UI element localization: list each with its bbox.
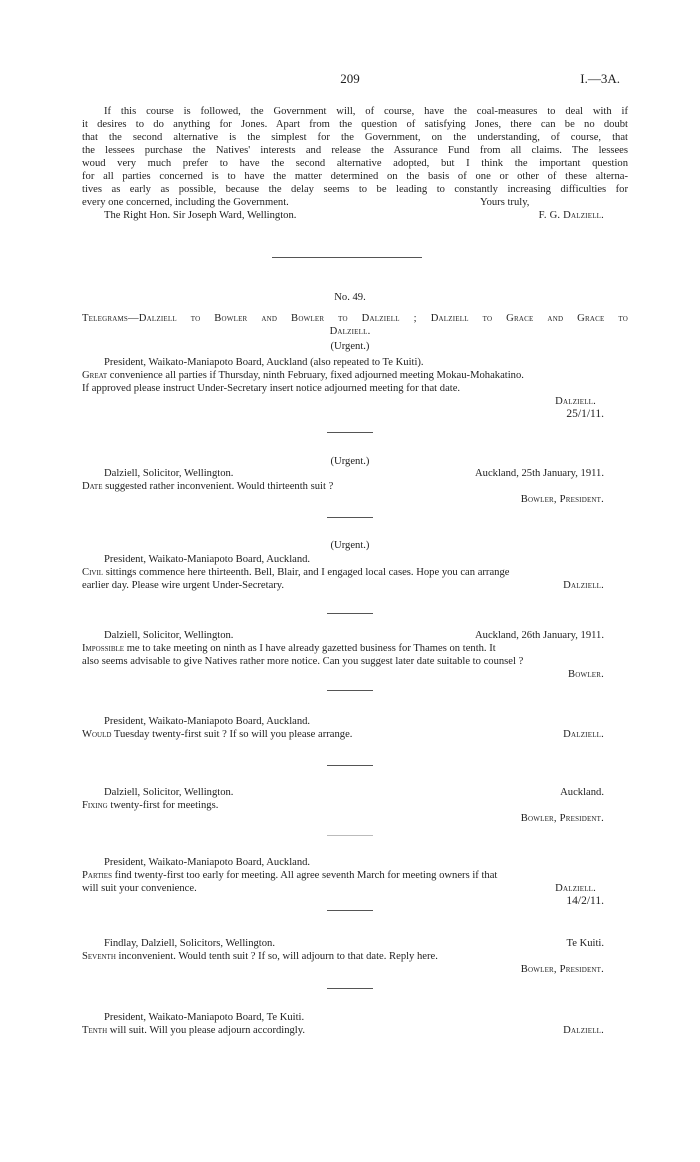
telegram-divider	[327, 432, 373, 433]
telegram-signature: Bowler, President.	[520, 494, 604, 505]
telegram-signature: Bowler, President.	[520, 813, 604, 824]
telegram-divider	[327, 765, 373, 766]
letter-signature: F. G. Dalziell.	[538, 210, 604, 221]
telegram-lead-word: Parties	[82, 870, 112, 881]
telegram-text	[82, 728, 352, 741]
letter-line: If this course is followed, the Government will, of course, have the coal-measures to deal with if	[104, 106, 628, 117]
telegram-text-line: earlier day. Please wire urgent Under-Secretary.	[82, 580, 285, 591]
urgent-label: (Urgent.)	[330, 341, 370, 352]
telegram-text-line: suggested rather inconvenient. Would thirteenth suit ?	[102, 481, 334, 492]
telegram-text	[82, 566, 628, 579]
telegram-place-date: Auckland, 26th January, 1911.	[475, 630, 604, 641]
letter-closing: Yours truly,	[480, 197, 530, 208]
letter-addressee: The Right Hon. Sir Joseph Ward, Wellington.	[104, 210, 297, 221]
telegram-lead-word: Tenth	[82, 1025, 108, 1036]
telegram-text	[82, 799, 218, 812]
telegram-text-line: inconvenient. Would tenth suit ? If so, will adjourn to that date. Reply here.	[115, 951, 438, 962]
telegram-text-line: convenience all parties if Thursday, ninth February, fixed adjourned meeting Mokau-Mohakatino.	[107, 370, 524, 381]
telegram-address: President, Waikato-Maniapoto Board, Auckland (also repeated to Te Kuiti).	[104, 357, 424, 368]
telegram-lead-word: Date	[82, 481, 103, 492]
telegram-lead-word: Impossible	[82, 643, 125, 654]
section-number: No. 49.	[334, 292, 366, 303]
telegram-text-line: sittings commence here thirteenth. Bell, Blair, and I engaged local cases. Hope you can arrange	[103, 567, 510, 578]
telegram-date: 25/1/11.	[566, 408, 604, 420]
telegram-address: Findlay, Dalziell, Solicitors, Wellington.	[104, 938, 275, 949]
urgent-label: (Urgent.)	[330, 540, 370, 551]
telegram-text	[82, 480, 333, 493]
telegram-signature: Dalziell.	[563, 580, 604, 591]
section-divider	[272, 257, 422, 258]
telegram-signature: Bowler, President.	[520, 964, 604, 975]
telegram-signature: Bowler.	[568, 669, 604, 680]
letter-line: woud very much prefer to have the second alternative adopted, but I think the important question	[82, 158, 628, 169]
letter-line: tives as early as possible, because the delay seems to be leading to constantly increasing difficulties for	[82, 184, 628, 195]
telegram-place-date: Auckland.	[560, 787, 604, 798]
letter-line: that the second alternative is the simplest for the Government, on the understanding, of course, that	[82, 132, 628, 143]
telegram-address: President, Waikato-Maniapoto Board, Auckland.	[104, 857, 311, 868]
series-number: I.—3A.	[580, 71, 620, 86]
section-title: Telegrams—Dalziell to Bowler and Bowler to Dalziell ; Dalziell to Grace and Grace to	[82, 313, 628, 324]
telegram-text-line: twenty-first for meetings.	[107, 800, 219, 811]
page-number: 209	[340, 71, 360, 86]
telegram-text	[82, 950, 438, 963]
telegram-text-line: also seems advisable to give Natives rather more notice. Can you suggest later date suitable to counsel ?	[82, 656, 524, 667]
telegram-text-line: will suit. Will you please adjourn accordingly.	[107, 1025, 306, 1036]
telegram-place-date: Auckland, 25th January, 1911.	[475, 468, 604, 479]
telegram-address: President, Waikato-Maniapoto Board, Auckland.	[104, 554, 311, 565]
telegram-text-line: If approved please instruct Under-Secretary insert notice adjourned meeting for that date.	[82, 383, 461, 394]
telegram-divider	[327, 910, 373, 911]
telegram-text	[82, 869, 628, 882]
telegram-text	[82, 642, 628, 655]
telegram-divider	[327, 988, 373, 989]
telegram-text	[82, 369, 628, 382]
telegram-text-line: Tuesday twenty-first suit ? If so will you please arrange.	[111, 729, 353, 740]
letter-line: the lessees purchase the Natives' interests and release the Assurance Fund from all claims. The lessees	[82, 145, 628, 156]
telegram-signature: Dalziell.	[563, 729, 604, 740]
letter-line: it desires to do anything for Jones. Apart from the question of satisfying Jones, there can be no doubt	[82, 119, 628, 130]
telegram-lead-word: Great	[82, 370, 108, 381]
telegram-place-date: Te Kuiti.	[566, 938, 604, 949]
telegram-divider	[327, 613, 373, 614]
telegram-signature: Dalziell.	[555, 396, 596, 407]
telegram-text-line: me to take meeting on ninth as I have already gazetted business for Thames on tenth. It	[124, 643, 496, 654]
telegram-signature: Dalziell.	[555, 883, 596, 894]
telegram-address: Dalziell, Solicitor, Wellington.	[104, 630, 234, 641]
telegram-text-line: find twenty-first too early for meeting. All agree seventh March for meeting owners if that	[111, 870, 498, 881]
telegram-date: 14/2/11.	[566, 895, 604, 907]
letter-line: every one concerned, including the Government.	[82, 197, 289, 208]
telegram-lead-word: Fixing	[82, 800, 108, 811]
telegram-divider	[327, 835, 373, 836]
telegram-lead-word: Seventh	[82, 951, 116, 962]
letter-line: for all parties concerned is to have the matter determined on the basis of one or other of these alterna-	[82, 171, 628, 182]
telegram-text	[82, 1024, 305, 1037]
telegram-lead-word: Would	[82, 729, 112, 740]
telegram-address: President, Waikato-Maniapoto Board, Te Kuiti.	[104, 1012, 305, 1023]
telegram-divider	[327, 690, 373, 691]
telegram-divider	[327, 517, 373, 518]
telegram-address: Dalziell, Solicitor, Wellington.	[104, 468, 234, 479]
urgent-label: (Urgent.)	[330, 456, 370, 467]
telegram-text-line: will suit your convenience.	[82, 883, 197, 894]
telegram-signature: Dalziell.	[563, 1025, 604, 1036]
telegram-address: President, Waikato-Maniapoto Board, Auckland.	[104, 716, 311, 727]
telegram-lead-word: Civil	[82, 567, 104, 578]
telegram-address: Dalziell, Solicitor, Wellington.	[104, 787, 234, 798]
section-title-continued: Dalziell.	[329, 326, 371, 337]
